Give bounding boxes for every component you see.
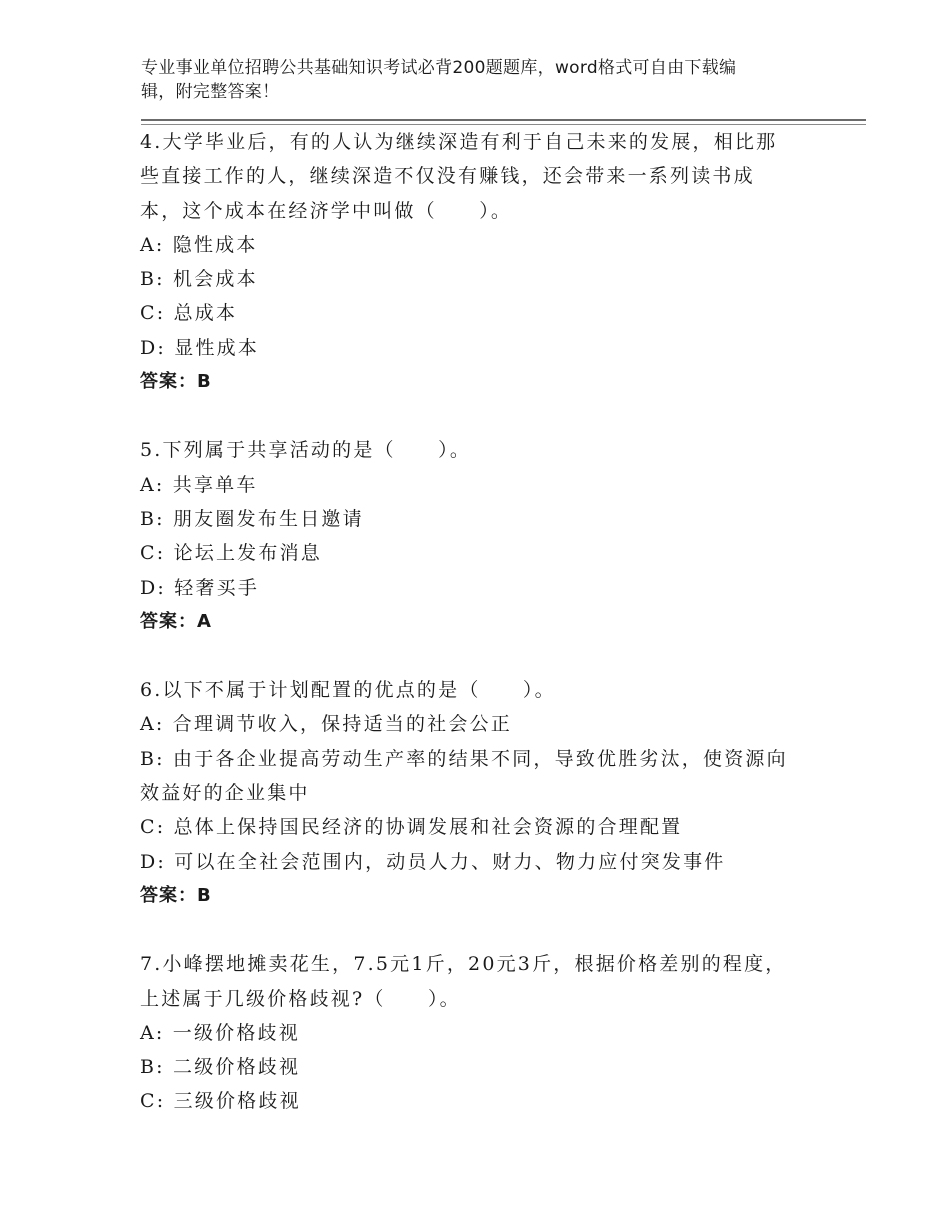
option-b: B: 二级价格歧视 — [140, 1056, 301, 1079]
option-a: A: 合理调节收入，保持适当的社会公正 — [140, 713, 512, 736]
question-6 — [140, 673, 820, 913]
option-c: C: 论坛上发布消息 — [140, 542, 322, 565]
question-list — [140, 125, 820, 1153]
question-stem-line: 4.大学毕业后，有的人认为继续深造有利于自己未来的发展，相比那 — [140, 131, 778, 153]
question-stem-line: 7.小峰摆地摊卖花生，7.5元1斤，20元3斤，根据价格差别的程度， — [140, 953, 787, 976]
question-stem-line: 5.下列属于共享活动的是（ ）。 — [140, 439, 472, 462]
question-5 — [140, 433, 820, 639]
question-stem-line: 本，这个成本在经济学中叫做（ ）。 — [140, 199, 513, 222]
answer: 答案：A — [140, 610, 212, 632]
option-b-continued: 效益好的企业集中 — [140, 782, 310, 805]
header-text-line-2: 辑，附完整答案！ — [141, 82, 280, 102]
header-text-line-1: 专业事业单位招聘公共基础知识考试必背200题题库，word格式可自由下载编 — [141, 58, 737, 78]
question-stem-line: 上述属于几级价格歧视?（ ）。 — [140, 987, 461, 1010]
option-d: D: 可以在全社会范围内，动员人力、财力、物力应付突发事件 — [140, 850, 726, 873]
option-b: B: 朋友圈发布生日邀请 — [140, 507, 364, 530]
question-stem-line: 6.以下不属于计划配置的优点的是（ ）。 — [140, 679, 556, 702]
question-7 — [140, 947, 820, 1118]
option-b: B: 由于各企业提高劳动生产率的结果不同，导致优胜劣汰，使资源向 — [140, 747, 788, 770]
option-b: B: 机会成本 — [140, 268, 258, 291]
header-divider-thick — [141, 119, 866, 121]
question-stem-line: 些直接工作的人，继续深造不仅没有赚钱，还会带来一系列读书成 — [140, 165, 755, 188]
option-d: D: 轻奢买手 — [140, 576, 260, 599]
option-a: A: 一级价格歧视 — [140, 1021, 300, 1044]
answer: 答案：B — [140, 371, 212, 393]
option-d: D: 显性成本 — [140, 336, 260, 359]
question-4 — [140, 125, 820, 399]
option-a: A: 隐性成本 — [140, 233, 258, 256]
option-c: C: 总成本 — [140, 302, 238, 325]
option-c: C: 总体上保持国民经济的协调发展和社会资源的合理配置 — [140, 816, 683, 839]
page-header — [141, 56, 801, 104]
option-a: A: 共享单车 — [140, 473, 258, 496]
option-c: C: 三级价格歧视 — [140, 1090, 301, 1113]
answer: 答案：B — [140, 884, 212, 906]
